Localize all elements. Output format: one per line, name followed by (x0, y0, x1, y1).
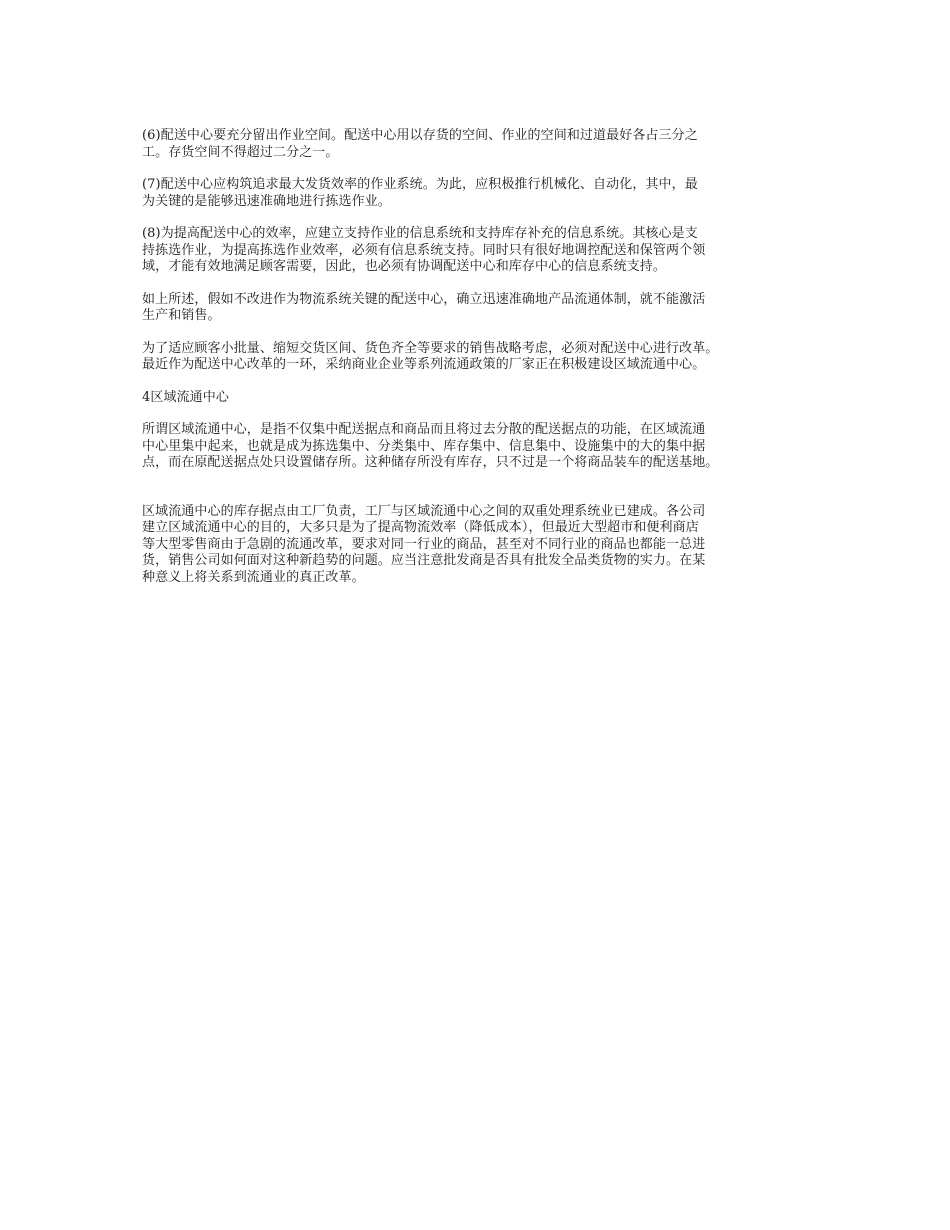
paragraph-strategy: 为了适应顾客小批量、缩短交货区间、货色齐全等要求的销售战略考虑，必须对配送中心进行改革。 最近作为配送中心改革的一环，采纳商业企业等系列流通政策的厂家正在积极建设区域流通中心。 (142, 340, 719, 372)
paragraph-8: (8)为提高配送中心的效率，应建立支持作业的信息系统和支持库存补充的信息系统。其核心是支 持拣选作业，为提高拣选作业效率，必须有信息系统支持。同时只有很好地调控配送和保管两个领 域，才能有效地满足顾客需要，因此，也必须有协调配送中心和库存中心的信息系统支持。 (142, 226, 706, 274)
paragraph-inventory: 区域流通中心的库存据点由工厂负责，工厂与区域流通中心之间的双重处理系统业已建成。各公司 建立区域流通中心的目的，大多只是为了提高物流效率（降低成本），但最近大型超市和便利商店 等大型零售商由于急剧的流通改革，要求对同一行业的商品，甚至对不同行业的商品也都能一总进 货，销售公司如何面对这种新趋势的问题。应当注意批发商是否具有批发全品类货物的实力。在某 种意义上将关系到流通业的真正改革。 (142, 503, 706, 585)
paragraph-7: (7)配送中心应构筑追求最大发货效率的作业系统。为此，应积极推行机械化、自动化，其中，最 为关键的是能够迅速准确地进行拣选作业。 (142, 177, 698, 209)
section-heading: 4区域流通中心 (142, 389, 229, 405)
paragraph-summary: 如上所述，假如不改进作为物流系统关键的配送中心，确立迅速准确地产品流通体制，就不能激活 生产和销售。 (142, 291, 706, 323)
paragraph-definition: 所谓区域流通中心，是指不仅集中配送据点和商品而且将过去分散的配送据点的功能，在区域流通 中心里集中起来，也就是成为拣选集中、分类集中、库存集中、信息集中、设施集中的大的集中据 点，而在原配送据点处只设置储存所。这种储存所没有库存，只不过是一个将商品装车的配送基地。 (142, 422, 719, 470)
paragraph-6: (6)配送中心要充分留出作业空间。配送中心用以存货的空间、作业的空间和过道最好各占三分之 工。存货空间不得超过二分之一。 (142, 128, 698, 160)
document-body (142, 128, 832, 602)
